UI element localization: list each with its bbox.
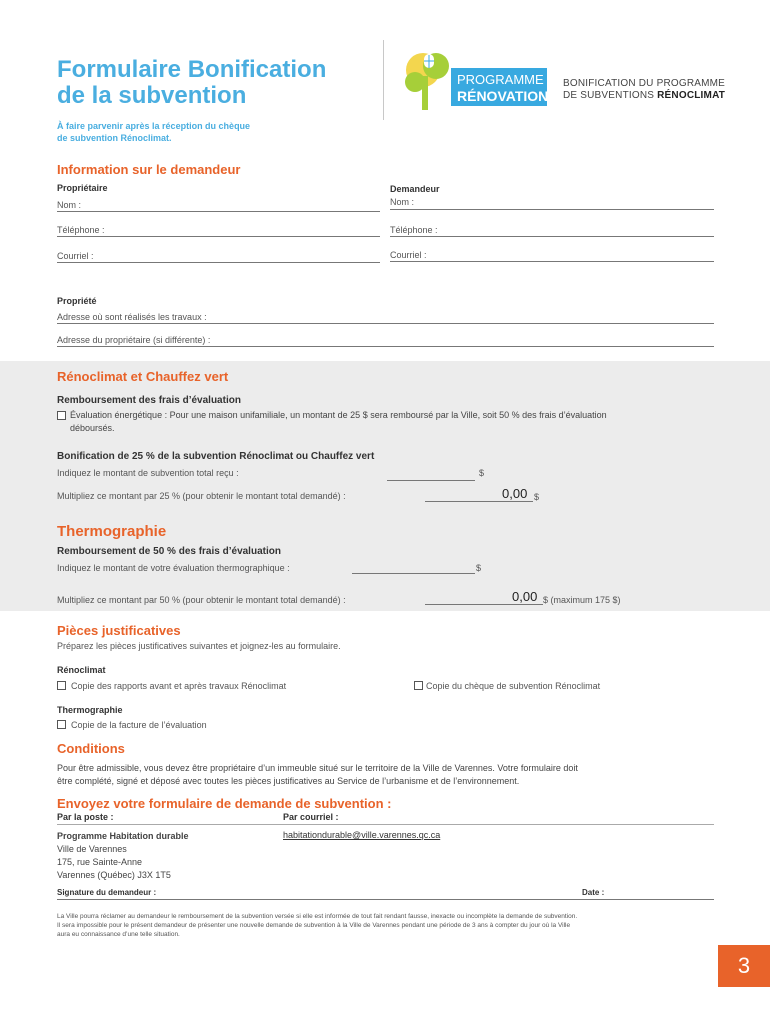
subtitle-line-2: de subvention Rénoclimat. — [57, 133, 172, 143]
email-link[interactable]: habitationdurable@ville.varennes.qc.ca — [283, 830, 441, 840]
owner-phone-field[interactable] — [57, 236, 380, 237]
requester-email-label: Courriel : — [390, 250, 427, 260]
title-line-1: Formulaire Bonification — [57, 56, 327, 83]
address-owner-label: Adresse du propriétaire (si différente) : — [57, 335, 211, 345]
address-works-field[interactable] — [57, 323, 714, 324]
requester-email-field[interactable] — [390, 261, 714, 262]
subsidy-amount-dollar: $ — [479, 468, 485, 478]
thermo-total-value: 0,00 — [512, 589, 538, 604]
conditions-text: Pour être admissible, vous devez être propriétaire d’un immeuble situé sur le territoire de la Ville de Varennes. Votre formulaire doit être complété, signé et déposé avec toutes les pièces justificatives au Service de l’urbanisme et de l’environnement. — [57, 763, 578, 786]
form-subtitle — [57, 120, 297, 144]
owner-name-label: Nom : — [57, 200, 82, 210]
thermo-total-field[interactable] — [425, 604, 543, 605]
thermo-heading: Thermographie — [57, 523, 167, 540]
thermo-multiply-label: Multipliez ce montant par 50 % (pour obtenir le montant total demandé) : — [57, 595, 346, 605]
renoclimat-total-value: 0,00 — [502, 486, 528, 501]
owner-email-field[interactable] — [57, 262, 380, 263]
renoclimat-sub1: Remboursement des frais d’évaluation — [57, 395, 241, 406]
mailing-address: Programme Habitation durable Ville de Varennes 175, rue Sainte-Anne Varennes (Québec) J3X 1T5 — [57, 831, 189, 880]
logo-text-renovation: RÉNOVATION — [457, 88, 549, 104]
form-title — [57, 57, 326, 109]
property-label: Propriété — [57, 296, 97, 306]
requester-name-label: Nom : — [390, 197, 415, 207]
address-owner-field[interactable] — [57, 346, 714, 347]
documents-heading: Pièces justificatives — [57, 623, 181, 638]
title-line-2: de la subvention — [57, 82, 247, 109]
thermo-amount-dollar: $ — [476, 563, 482, 573]
logo-tree-trunk — [422, 76, 428, 110]
date-label: Date : — [582, 888, 605, 897]
logo-side-text: BONIFICATION DU PROGRAMME DE SUBVENTIONS RÉNOCLIMAT — [563, 78, 726, 101]
doc-reports-checkbox[interactable] — [57, 681, 66, 690]
documents-intro: Préparez les pièces justificatives suivantes et joignez-les au formulaire. — [57, 641, 341, 651]
send-divider — [57, 824, 714, 825]
renoclimat-heading: Rénoclimat et Chauffez vert — [57, 369, 229, 384]
logo-text-programme: PROGRAMME — [457, 72, 544, 87]
address-works-label: Adresse où sont réalisés les travaux : — [57, 312, 207, 322]
applicant-heading: Information sur le demandeur — [57, 162, 241, 177]
conditions-heading: Conditions — [57, 741, 125, 756]
requester-name-field[interactable] — [390, 209, 714, 210]
doc-thermo-label: Thermographie — [57, 705, 123, 715]
energy-evaluation-text: Évaluation énergétique : Pour une maison unifamiliale, un montant de 25 $ sera remboursé par la Ville, soit 50 % des frais d’évaluation déboursés. — [70, 410, 607, 433]
renoclimat-total-field[interactable] — [425, 501, 533, 502]
owner-email-label: Courriel : — [57, 251, 94, 261]
thermo-amount-label: Indiquez le montant de votre évaluation thermographique : — [57, 563, 290, 573]
owner-phone-label: Téléphone : — [57, 225, 105, 235]
energy-evaluation-checkbox[interactable] — [57, 411, 66, 420]
owner-label: Propriétaire — [57, 183, 108, 193]
requester-phone-field[interactable] — [390, 236, 714, 237]
send-mail-label: Par la poste : — [57, 812, 114, 822]
requester-phone-label: Téléphone : — [390, 225, 438, 235]
doc-invoice-checkbox[interactable] — [57, 720, 66, 729]
page-number: 3 — [718, 945, 770, 987]
doc-cheque-text: Copie du chèque de subvention Rénoclimat — [426, 681, 601, 691]
owner-name-field[interactable] — [57, 211, 380, 212]
footer-disclaimer: La Ville pourra réclamer au demandeur le remboursement de la subvention versée si elle est informée de tout fait rendant fausse, inexacte ou incomplète la demande de subvention. Il sera impossible pour le présent demandeur de présenter une nouvelle demande de subvention à la Ville de Varennes pendant une période de 3 ans à compter du jour où la Ville aura eu connaissance d’une telle situation. — [57, 913, 578, 938]
header-divider — [383, 40, 384, 120]
signature-line[interactable] — [57, 899, 714, 900]
thermo-sub: Remboursement de 50 % des frais d’évaluation — [57, 546, 281, 557]
programme-renovation-logo — [403, 48, 553, 112]
subsidy-amount-field[interactable] — [387, 480, 475, 481]
thermo-amount-field[interactable] — [352, 573, 475, 574]
doc-cheque-checkbox[interactable] — [414, 681, 423, 690]
doc-reports-text: Copie des rapports avant et après travaux Rénoclimat — [71, 681, 287, 691]
requester-label: Demandeur — [390, 184, 440, 194]
subtitle-line-1: À faire parvenir après la réception du chèque — [57, 121, 251, 131]
send-email-label: Par courriel : — [283, 812, 339, 822]
doc-invoice-text: Copie de la facture de l’évaluation — [71, 720, 207, 730]
doc-renoclimat-label: Rénoclimat — [57, 665, 106, 675]
subsidy-amount-label: Indiquez le montant de subvention total reçu : — [57, 468, 239, 478]
signature-label: Signature du demandeur : — [57, 888, 157, 897]
renoclimat-sub2: Bonification de 25 % de la subvention Rénoclimat ou Chauffez vert — [57, 451, 375, 462]
renoclimat-multiply-label: Multipliez ce montant par 25 % (pour obtenir le montant total demandé) : — [57, 491, 346, 501]
thermo-max-note: $ (maximum 175 $) — [543, 595, 621, 605]
send-heading: Envoyez votre formulaire de demande de subvention : — [57, 796, 392, 811]
renoclimat-total-dollar: $ — [534, 492, 540, 502]
